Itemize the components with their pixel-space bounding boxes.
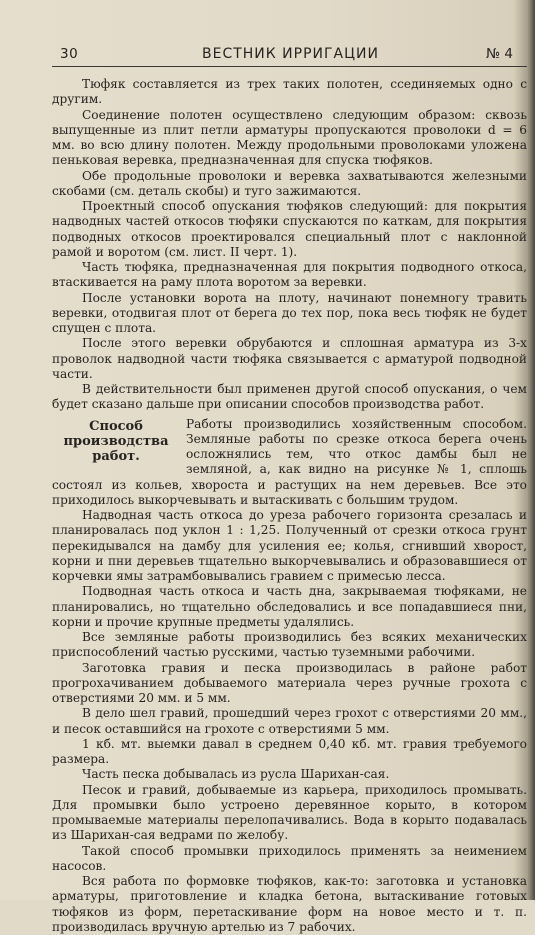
paragraph: Такой способ промывки приходилось применять за неимением насосов. bbox=[52, 843, 527, 873]
paragraph: Песок и гравий, добываемые из карьера, приходилось промывать. Для промывки было устроено деревянное корыто, в котором промываемые материалы перелопачивались. Вода в корыто подавалась из Шарихан-сая ведрами по желобу. bbox=[52, 782, 527, 843]
paragraph: Обе продольные проволоки и веревка захватываются железными скобами (см. деталь скобы) и туго зажимаются. bbox=[52, 168, 527, 198]
paragraph: Часть тюфяка, предназначенная для покрытия подводного откоса, втаскивается на раму плота воротом за веревки. bbox=[52, 260, 527, 290]
issue-number: № 4 bbox=[486, 46, 513, 62]
paragraph: Часть песка добывалась из русла Шарихан-сая. bbox=[82, 767, 390, 782]
paragraph: Проектный способ опускания тюфяков следующий: для покрытия надводных частей откосов тюфяки спускаются по каткам, для покрытия подводных откосов проектировался специальный плот с наклонной рамой и воротом (см. лист. II черт. 1). bbox=[52, 199, 527, 259]
paragraph: Подводная часть откоса и часть дна, закрываемая тюфяками, не планировались, но тщательно обследовались и все попадавшиеся пни, корни и прочие крупные предметы удалялись. bbox=[52, 584, 527, 629]
paragraph: Надводная часть откоса до уреза рабочего горизонта срезалась и планировалась под уклон 1 : 1,25. Полученный от срезки откоса грунт перекидывался на дамбу для усиления ее; колья, сгнивший хворост, корни и пни деревьев тщательно выкорчевывались и образовавшиеся от корчевки ямы затрамбовывались гравием с примесью лесса. bbox=[52, 508, 527, 583]
page-header bbox=[52, 44, 527, 67]
section-paragraph-text: Работы производились хозяйственным способом. Земляные работы по срезке откоса берега очень осложнялись тем, что откос дамбы был не земляной, а, как видно на рисунке № 1, сплошь состоял из кольев, хвороста и растущих на нем деревьев. Все это приходилось выкорчевывать и вытаскивать с большим трудом. bbox=[52, 416, 527, 507]
paragraph: Все земляные работы производились без всяких механических приспособлений частью русскими, частью туземными рабочими. bbox=[52, 630, 527, 660]
paragraph: Соединение полотен осуществлено следующим образом: сквозь выпущенные из плит петли арматуры пропускаются проволоки d = 6 мм. во всю длину полотен. Между продольными проволоками уложена пеньковая веревка, предназначенная для спуска тюфяков. bbox=[52, 107, 527, 168]
journal-title: ВЕСТНИК ИРРИГАЦИИ bbox=[202, 46, 379, 62]
paragraph: В действительности был применен другой способ опускания, о чем будет сказано дальше при описании способов производства работ. bbox=[52, 382, 527, 412]
paragraph: 1 кб. мт. выемки давал в среднем 0,40 кб. мт. гравия требуемого размера. bbox=[52, 736, 527, 766]
section-sidehead: Способ производства работ. bbox=[63, 418, 169, 464]
page-body bbox=[52, 77, 527, 935]
paragraph: В дело шел гравий, прошедший через грохот с отверстиями 20 мм., и песок оставшийся на грохоте с отверстиями 5 мм. bbox=[52, 706, 527, 736]
paragraph: Заготовка гравия и песка производилась в районе работ прогрохачиванием добываемого материала через ручные грохота с отверстиями 20 мм. и 5 мм. bbox=[52, 660, 527, 705]
paragraph: Вся работа по формовке тюфяков, как-то: заготовка и установка арматуры, приготовление и кладка бетона, вытаскивание готовых тюфяков из форм, перетаскивание форм на новое место и т. п. производилась вручную артелью из 7 рабочих. bbox=[52, 874, 527, 934]
page-number: 30 bbox=[60, 46, 79, 62]
paragraph: После этого веревки обрубаются и сплошная арматура из 3-х проволок надводной части тюфяка связывается с арматурой подводной части. bbox=[52, 336, 527, 381]
paragraph: Тюфяк составляется из трех таких полотен, ссединяемых одно с другим. bbox=[52, 77, 527, 107]
section-paragraph bbox=[52, 417, 527, 509]
paragraph: После установки ворота на плоту, начинают понемногу травить веревки, отодвигая плот от берега до тех пор, пока весь тюфяк не будет спущен с плота. bbox=[52, 290, 527, 335]
page-edge-shadow bbox=[528, 0, 535, 900]
